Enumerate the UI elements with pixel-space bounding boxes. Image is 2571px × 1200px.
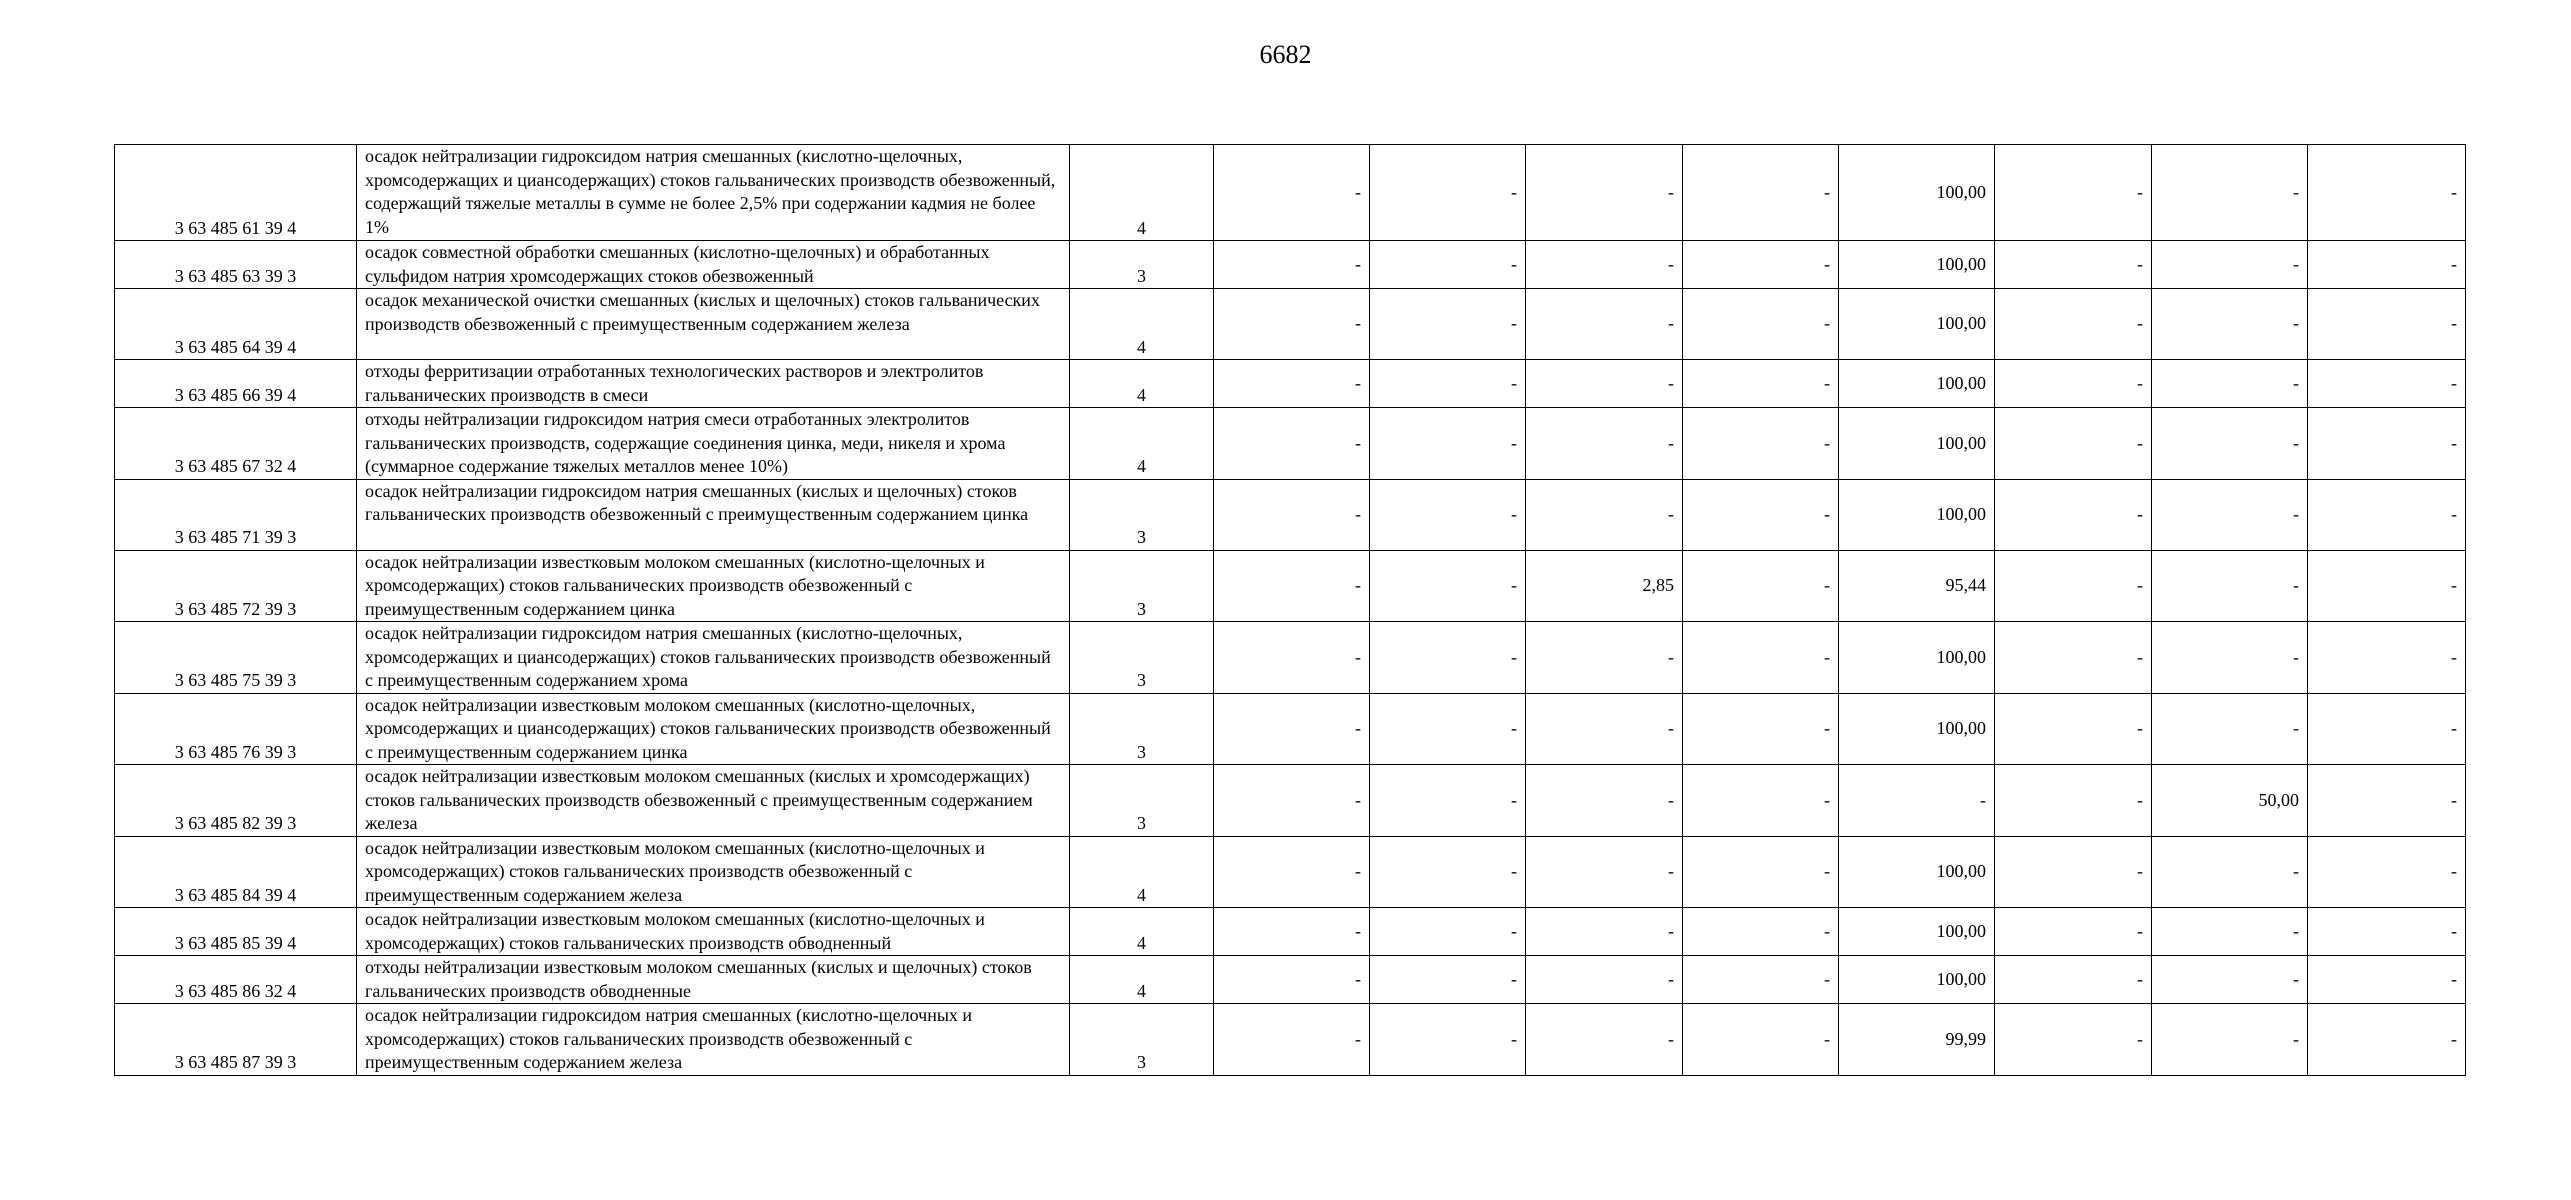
value-cell: - xyxy=(1214,693,1370,765)
waste-name-cell: осадок совместной обработки смешанных (кислотно-щелочных) и обработанных сульфидом натрия хромсодержащих стоков обезвоженный xyxy=(357,241,1070,289)
waste-code-cell: 3 63 485 75 39 3 xyxy=(115,622,357,694)
waste-code-cell: 3 63 485 63 39 3 xyxy=(115,241,357,289)
waste-name-cell: осадок нейтрализации гидроксидом натрия смешанных (кислотно-щелочных и хромсодержащих) стоков гальванических производств обезвоженный с преимущественным содержанием железа xyxy=(357,1004,1070,1076)
value-cell: - xyxy=(2152,479,2308,550)
value-cell: - xyxy=(1995,289,2152,360)
value-cell: - xyxy=(1214,908,1370,956)
value-cell: - xyxy=(1683,360,1839,408)
table-row xyxy=(115,908,2466,956)
value-cell: - xyxy=(2308,693,2466,765)
value-cell: - xyxy=(1214,956,1370,1004)
hazard-class-cell: 4 xyxy=(1070,408,1214,480)
value-cell: - xyxy=(1214,765,1370,837)
hazard-class-cell: 3 xyxy=(1070,550,1214,622)
value-cell: 100,00 xyxy=(1839,836,1995,908)
value-cell: - xyxy=(1683,1004,1839,1076)
hazard-class-cell: 3 xyxy=(1070,693,1214,765)
hazard-class-cell: 4 xyxy=(1070,289,1214,360)
table-row xyxy=(115,956,2466,1004)
table-row xyxy=(115,765,2466,837)
value-cell: 100,00 xyxy=(1839,956,1995,1004)
value-cell: 100,00 xyxy=(1839,622,1995,694)
waste-name-cell: осадок нейтрализации известковым молоком смешанных (кислых и хромсодержащих) стоков гальванических производств обезвоженный с преимущественным содержанием железа xyxy=(357,765,1070,837)
value-cell: - xyxy=(2308,408,2466,480)
value-cell: - xyxy=(2308,765,2466,837)
value-cell: - xyxy=(1995,956,2152,1004)
value-cell: - xyxy=(2152,956,2308,1004)
waste-classification-table xyxy=(114,144,2466,1076)
value-cell: - xyxy=(1683,622,1839,694)
table-row xyxy=(115,693,2466,765)
table-row xyxy=(115,1004,2466,1076)
value-cell: 100,00 xyxy=(1839,360,1995,408)
hazard-class-cell: 3 xyxy=(1070,479,1214,550)
value-cell: - xyxy=(1370,408,1526,480)
waste-name-cell: отходы нейтрализации гидроксидом натрия смеси отработанных электролитов гальванических производств, содержащие соединения цинка, меди, никеля и хрома (суммарное содержание тяжелых металлов менее 10%) xyxy=(357,408,1070,480)
value-cell: - xyxy=(1214,241,1370,289)
table-body xyxy=(115,145,2466,1076)
value-cell: 100,00 xyxy=(1839,241,1995,289)
value-cell: - xyxy=(2308,145,2466,241)
value-cell: - xyxy=(1526,765,1683,837)
value-cell: - xyxy=(1214,836,1370,908)
value-cell: 100,00 xyxy=(1839,693,1995,765)
value-cell: - xyxy=(1683,241,1839,289)
waste-code-cell: 3 63 485 64 39 4 xyxy=(115,289,357,360)
value-cell: 99,99 xyxy=(1839,1004,1995,1076)
hazard-class-cell: 4 xyxy=(1070,956,1214,1004)
waste-code-cell: 3 63 485 84 39 4 xyxy=(115,836,357,908)
hazard-class-cell: 3 xyxy=(1070,241,1214,289)
value-cell: - xyxy=(1839,765,1995,837)
value-cell: 100,00 xyxy=(1839,479,1995,550)
value-cell: - xyxy=(1370,1004,1526,1076)
value-cell: - xyxy=(2152,289,2308,360)
value-cell: - xyxy=(1526,408,1683,480)
value-cell: - xyxy=(1526,693,1683,765)
value-cell: - xyxy=(1526,836,1683,908)
value-cell: - xyxy=(1214,145,1370,241)
value-cell: - xyxy=(1683,479,1839,550)
waste-code-cell: 3 63 485 86 32 4 xyxy=(115,956,357,1004)
value-cell: 2,85 xyxy=(1526,550,1683,622)
waste-name-cell: осадок нейтрализации гидроксидом натрия смешанных (кислых и щелочных) стоков гальванических производств обезвоженный с преимущественным содержанием цинка xyxy=(357,479,1070,550)
value-cell: 100,00 xyxy=(1839,408,1995,480)
waste-name-cell: осадок механической очистки смешанных (кислых и щелочных) стоков гальванических производств обезвоженный с преимущественным содержанием железа xyxy=(357,289,1070,360)
hazard-class-cell: 3 xyxy=(1070,622,1214,694)
value-cell: - xyxy=(2308,479,2466,550)
value-cell: - xyxy=(1370,550,1526,622)
value-cell: - xyxy=(2152,360,2308,408)
table-row xyxy=(115,622,2466,694)
table-row xyxy=(115,289,2466,360)
value-cell: - xyxy=(1995,408,2152,480)
value-cell: - xyxy=(1370,908,1526,956)
value-cell: - xyxy=(1214,479,1370,550)
value-cell: - xyxy=(1683,408,1839,480)
value-cell: - xyxy=(1526,956,1683,1004)
value-cell: - xyxy=(2152,836,2308,908)
value-cell: - xyxy=(1995,765,2152,837)
waste-name-cell: осадок нейтрализации гидроксидом натрия смешанных (кислотно-щелочных, хромсодержащих и циансодержащих) стоков гальванических производств обезвоженный, содержащий тяжелые металлы в сумме не более 2,5% при содержании кадмия не более 1% xyxy=(357,145,1070,241)
value-cell: - xyxy=(1214,622,1370,694)
table-row xyxy=(115,836,2466,908)
value-cell: - xyxy=(1995,908,2152,956)
value-cell: - xyxy=(1995,622,2152,694)
value-cell: - xyxy=(2308,908,2466,956)
value-cell: - xyxy=(1995,836,2152,908)
hazard-class-cell: 3 xyxy=(1070,1004,1214,1076)
waste-code-cell: 3 63 485 71 39 3 xyxy=(115,479,357,550)
value-cell: - xyxy=(1370,765,1526,837)
value-cell: - xyxy=(2308,956,2466,1004)
value-cell: - xyxy=(1214,408,1370,480)
value-cell: - xyxy=(2152,693,2308,765)
value-cell: - xyxy=(1526,360,1683,408)
value-cell: - xyxy=(1370,479,1526,550)
waste-code-cell: 3 63 485 61 39 4 xyxy=(115,145,357,241)
waste-name-cell: осадок нейтрализации известковым молоком смешанных (кислотно-щелочных и хромсодержащих) стоков гальванических производств обезвоженный с преимущественным содержанием железа xyxy=(357,836,1070,908)
value-cell: 100,00 xyxy=(1839,145,1995,241)
value-cell: - xyxy=(1370,693,1526,765)
value-cell: - xyxy=(1995,550,2152,622)
hazard-class-cell: 4 xyxy=(1070,836,1214,908)
waste-code-cell: 3 63 485 82 39 3 xyxy=(115,765,357,837)
value-cell: - xyxy=(1526,1004,1683,1076)
waste-code-cell: 3 63 485 85 39 4 xyxy=(115,908,357,956)
value-cell: 50,00 xyxy=(2152,765,2308,837)
value-cell: - xyxy=(1683,956,1839,1004)
value-cell: - xyxy=(1370,360,1526,408)
value-cell: - xyxy=(1370,241,1526,289)
table-row xyxy=(115,479,2466,550)
waste-code-cell: 3 63 485 66 39 4 xyxy=(115,360,357,408)
hazard-class-cell: 4 xyxy=(1070,908,1214,956)
value-cell: - xyxy=(1370,289,1526,360)
table-row xyxy=(115,550,2466,622)
value-cell: - xyxy=(2152,1004,2308,1076)
waste-name-cell: осадок нейтрализации известковым молоком смешанных (кислотно-щелочных, хромсодержащих и циансодержащих) стоков гальванических производств обезвоженный с преимущественным содержанием цинка xyxy=(357,693,1070,765)
value-cell: - xyxy=(2308,1004,2466,1076)
value-cell: - xyxy=(1214,550,1370,622)
value-cell: 100,00 xyxy=(1839,908,1995,956)
value-cell: - xyxy=(1683,765,1839,837)
table-row xyxy=(115,241,2466,289)
value-cell: - xyxy=(2152,622,2308,694)
value-cell: - xyxy=(1370,956,1526,1004)
table-row xyxy=(115,145,2466,241)
value-cell: - xyxy=(2308,550,2466,622)
waste-code-cell: 3 63 485 87 39 3 xyxy=(115,1004,357,1076)
waste-name-cell: отходы ферритизации отработанных технологических растворов и электролитов гальванических производств в смеси xyxy=(357,360,1070,408)
waste-code-cell: 3 63 485 76 39 3 xyxy=(115,693,357,765)
waste-name-cell: осадок нейтрализации известковым молоком смешанных (кислотно-щелочных и хромсодержащих) стоков гальванических производств обводненный xyxy=(357,908,1070,956)
value-cell: - xyxy=(2308,622,2466,694)
value-cell: - xyxy=(1214,289,1370,360)
value-cell: - xyxy=(1370,145,1526,241)
value-cell: - xyxy=(2308,241,2466,289)
value-cell: - xyxy=(1214,1004,1370,1076)
value-cell: 95,44 xyxy=(1839,550,1995,622)
value-cell: - xyxy=(1526,908,1683,956)
value-cell: - xyxy=(1995,1004,2152,1076)
hazard-class-cell: 4 xyxy=(1070,145,1214,241)
value-cell: - xyxy=(1526,241,1683,289)
value-cell: - xyxy=(1995,241,2152,289)
waste-name-cell: осадок нейтрализации гидроксидом натрия смешанных (кислотно-щелочных, хромсодержащих и циансодержащих) стоков гальванических производств обезвоженный с преимущественным содержанием хрома xyxy=(357,622,1070,694)
value-cell: - xyxy=(2152,241,2308,289)
value-cell: - xyxy=(2308,836,2466,908)
value-cell: - xyxy=(1995,360,2152,408)
value-cell: - xyxy=(1683,145,1839,241)
value-cell: - xyxy=(2152,550,2308,622)
waste-code-cell: 3 63 485 67 32 4 xyxy=(115,408,357,480)
table-row xyxy=(115,360,2466,408)
value-cell: - xyxy=(2152,408,2308,480)
value-cell: - xyxy=(2308,360,2466,408)
value-cell: - xyxy=(1370,622,1526,694)
table-row xyxy=(115,408,2466,480)
hazard-class-cell: 4 xyxy=(1070,360,1214,408)
value-cell: - xyxy=(1526,289,1683,360)
value-cell: - xyxy=(2308,289,2466,360)
value-cell: - xyxy=(2152,908,2308,956)
waste-name-cell: осадок нейтрализации известковым молоком смешанных (кислотно-щелочных и хромсодержащих) стоков гальванических производств обезвоженный с преимущественным содержанием цинка xyxy=(357,550,1070,622)
value-cell: - xyxy=(1995,693,2152,765)
value-cell: - xyxy=(1683,693,1839,765)
value-cell: 100,00 xyxy=(1839,289,1995,360)
value-cell: - xyxy=(1995,479,2152,550)
value-cell: - xyxy=(1526,145,1683,241)
page-number: 6682 xyxy=(1259,40,1312,69)
waste-code-cell: 3 63 485 72 39 3 xyxy=(115,550,357,622)
value-cell: - xyxy=(1683,908,1839,956)
value-cell: - xyxy=(1214,360,1370,408)
value-cell: - xyxy=(2152,145,2308,241)
value-cell: - xyxy=(1995,145,2152,241)
value-cell: - xyxy=(1683,289,1839,360)
value-cell: - xyxy=(1526,622,1683,694)
value-cell: - xyxy=(1526,479,1683,550)
value-cell: - xyxy=(1370,836,1526,908)
hazard-class-cell: 3 xyxy=(1070,765,1214,837)
value-cell: - xyxy=(1683,550,1839,622)
waste-name-cell: отходы нейтрализации известковым молоком смешанных (кислых и щелочных) стоков гальванических производств обводненные xyxy=(357,956,1070,1004)
value-cell: - xyxy=(1683,836,1839,908)
